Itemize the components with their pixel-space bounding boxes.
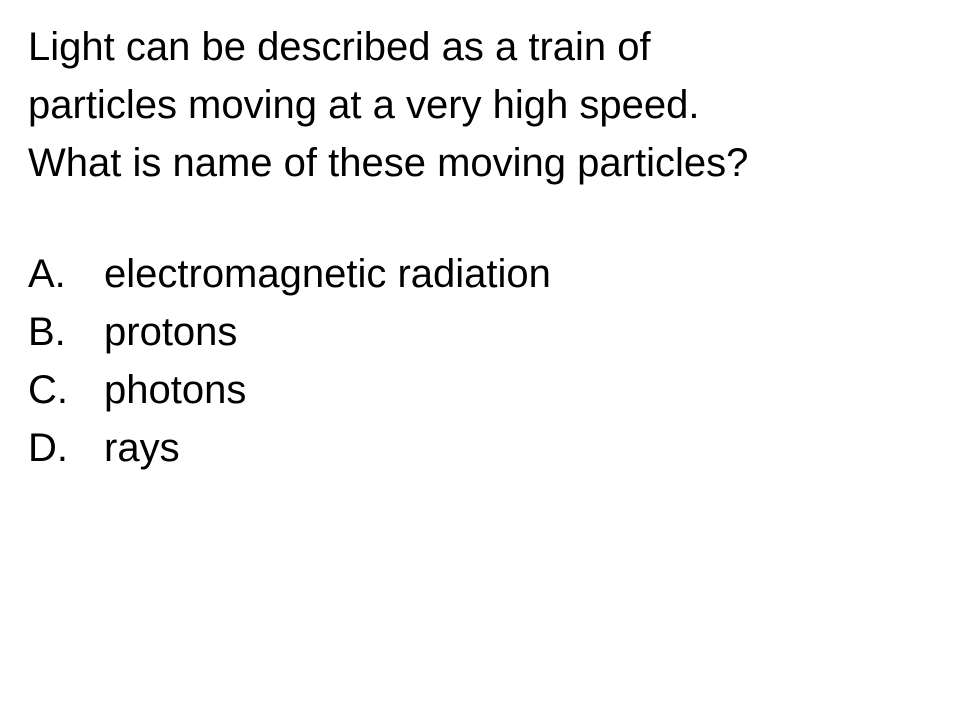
option-b (28, 303, 551, 361)
option-text: rays (104, 426, 180, 470)
option-c (28, 361, 551, 419)
option-text: protons (104, 310, 238, 354)
question-line: What is name of these moving particles? (28, 141, 749, 185)
question-line: particles moving at a very high speed. (28, 83, 700, 127)
option-a (28, 245, 551, 303)
option-text: electromagnetic radiation (104, 252, 551, 296)
option-text: photons (104, 368, 247, 412)
answer-options (28, 245, 551, 477)
question-line: Light can be described as a train of (28, 25, 651, 69)
option-letter: C. (28, 368, 68, 412)
option-letter: A. (28, 252, 66, 296)
question-text (28, 18, 928, 192)
option-d (28, 419, 551, 477)
option-letter: D. (28, 426, 68, 470)
option-letter: B. (28, 310, 66, 354)
